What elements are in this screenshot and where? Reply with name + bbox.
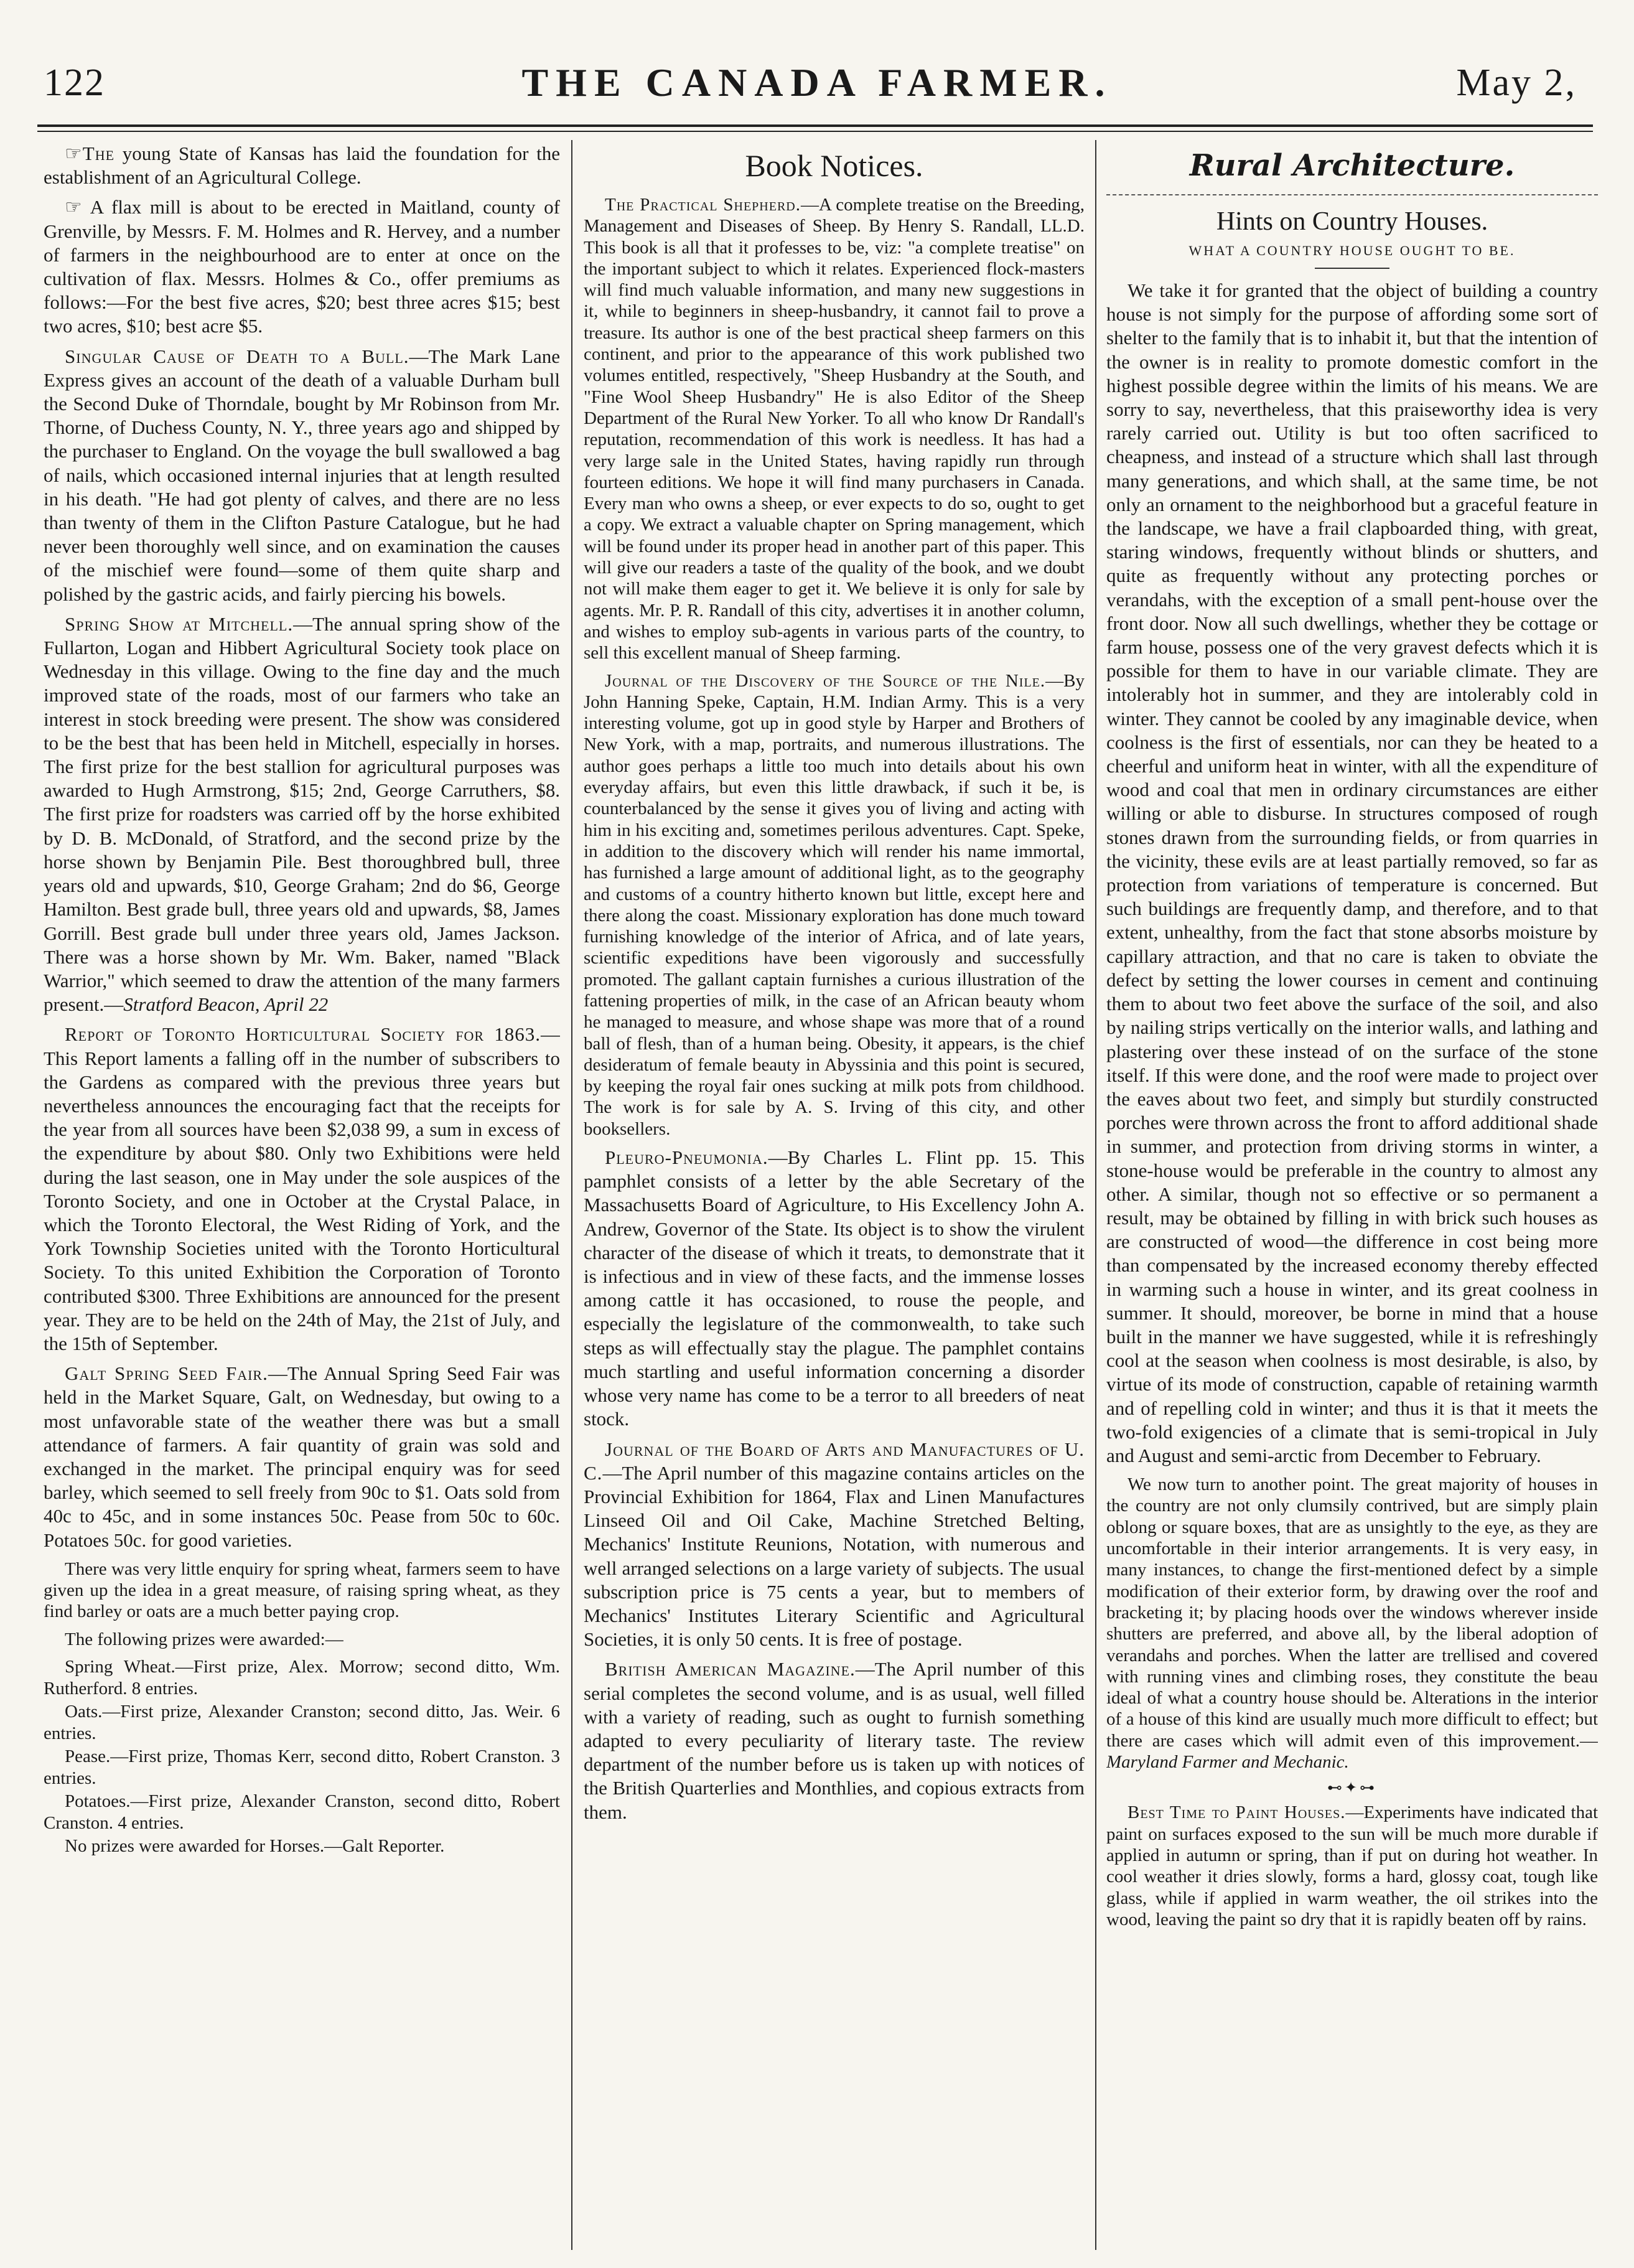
article-heading: Hints on Country Houses. bbox=[1216, 207, 1488, 236]
ornament-divider: ⊷✦⊶ bbox=[1327, 1780, 1378, 1797]
header-rule-thin bbox=[37, 131, 1593, 132]
article: Spring Show at Mitchell.—The annual spring show of the Fullarton, Logan and Hibbert Agricultural Society took place on Wednesday in this village. Owing to the fine day and the much improved state of the roads, most of our farmers who take an interest in stock breeding were present. The show was considered to be the best that has been held in Mitchell, especially in horses. The first prize for the best stallion for agricultural purposes was awarded to Hugh Armstrong, $15; 2nd, George Carruthers, $8. The first prize for roadsters was carried off by the horse exhibited by D. B. McDonald, of Stratford, and the second prize by the horse shown by Benjamin Pile. Best thoroughbred bull, three years old and upwards, $10, George Graham; 2nd do $6, George Hamilton. Best grade bull, three years old and upwards, $8, James Gorrill. Best grade bull under three years old, James Jackson. There was a horse shown by Mr. Wm. Baker, named "Black Warrior," which seemed to draw the attention of the many farmers present.—Stratford Beacon, April 22 bbox=[44, 612, 560, 1016]
divider bbox=[1106, 194, 1598, 197]
article: ☞The young State of Kansas has laid the foundation for the establishment of an Agricultural College. bbox=[44, 143, 560, 189]
masthead-title: THE CANADA FARMER. bbox=[521, 60, 1113, 105]
book-notice: Pleuro-Pneumonia.—By Charles L. Flint pp. 15. This pamphlet consists of a letter by the able Secretary of the Massachusetts Board of Agriculture, to His Excellency John A. Andrew, Governor of the State. Its object is to show the virulent character of the disease of which it treats, to demonstrate that it is infectious and in view of these facts, and the immense losses among cattle it has occasioned, to rouse the people, and especially the legislature of the commonwealth, to take such steps as will effectually stay the plague. The pamphlet contains much startling and useful information concerning a disorder whose very name has come to be a terror to all breeders of neat stock. bbox=[584, 1146, 1085, 1430]
column-left bbox=[44, 142, 560, 2246]
issue-date: May 2, bbox=[1456, 62, 1577, 104]
article: ☞ A flax mill is about to be erected in Maitland, county of Grenville, by Messrs. F. M. Holmes and R. Hervey, and a number of farmers in the neighbourhood are to enter at once on the cultivation of flax. Messrs. Holmes & Co., offer premiums as follows:—For the best five acres, $20; best three acres $15; best two acres, $10; best acre $5. bbox=[44, 196, 560, 337]
column-middle bbox=[584, 142, 1085, 2246]
article-paragraph: We take it for granted that the object of building a country house is not simply for the purpose of affording some sort of shelter to the family that is to inhabit it, but that the intention of the owner is in reality to promote domestic comfort in the highest possible degree within the limits of his means. We are sorry to say, nevertheless, that this praiseworthy idea is very rarely carried out. Utility is but too often sacrificed to cheapness, and instead of a structure which shall last through many generations, and which shall, at the same time, be not only an ornament to the neighborhood but a graceful feature in the landscape, we have a frail clapboarded thing, with great, staring windows, frequently without blinds or shutters, and quite as frequently without any protecting porches or verandahs, with the exception of a small pent-house over the front door. Now all such dwellings, whether they be cottage or farm house, possess one of the very gravest defects which it is possible for them to have in our variable climate. They are intolerably hot in summer, and they are intolerably cold in winter. They cannot be cooled by any imaginable device, when coolness is the first of essentials, nor can they be heated to a cheerful and uniform heat in winter, with all the expenditure of wood and coal that men in ordinary circumstances are either willing or able to disburse. In structures composed of rough stones drawn from the surrounding fields, or from quarries in the vicinity, these evils are at least partially removed, so far as protection from variations of temperature is concerned. But such buildings are frequently damp, and therefore, and to that extent, unhealthy, from the fact that stone absorbs moisture by capillary attraction, and that no care is taken to obviate the defect by setting the lower courses in cement and continuing them to about two feet above the surface of the soil, and also by nailing strips vertically on the interior walls, and lathing and plastering over these instead of on the surface of the stone itself. If this were done, and the roof were made to project over the eaves about two feet, and simply but sturdily constructed porches were thrown across the front to afford additional shade in summer, and protection from driving storms in winter, a stone-house would be preferable in the country to almost any other. A similar, though not so effective or so permanent a result, may be obtained by filling in with brick such houses as are constructed of wood—the difference in cost being more than compensated by the increased economy thereby effected in warming such a house in winter, and its great coolness in summer. It should, moreover, be borne in mind that a house built in the manner we have suggested, while it is refreshingly cool at the season when coolness is most desirable, is also, by virtue of its mode of construction, capable of retaining warmth and of repelling cold in winter; and thus it is that it meets the two-fold exigencies of a climate that is semi-tropical in July and August and semi-arctic from December to February. bbox=[1106, 279, 1598, 1466]
section-heading: Book Notices. bbox=[745, 148, 923, 183]
prize-list-item: No prizes were awarded for Horses.—Galt Reporter. bbox=[65, 1835, 445, 1856]
article-continuation: There was very little enquiry for spring wheat, farmers seem to have given up the idea in a great measure, of raising spring wheat, as they find barley or oats are a much better paying crop. bbox=[44, 1558, 560, 1622]
article: Singular Cause of Death to a Bull.—The Mark Lane Express gives an account of the death of a valuable Durham bull the Second Duke of Thorndale, bought by Mr Robinson from Mr. Thorne, of Duchess County, N. Y., three years ago and shipped by the purchaser to England. On the voyage the bull swallowed a bag of nails, which occasioned internal injuries that at length resulted in his death. "He had got plenty of calves, and there are no less than twenty of them in the Clifton Pasture Catalogue, but he had never been thoroughly well since, and on examination the causes of the mischief were found—some of them quite sharp and polished by the gastric acids, and fairly piercing his bowels. bbox=[44, 345, 560, 605]
prize-list-item: Potatoes.—First prize, Alexander Cranston, second ditto, Robert Cranston. 4 entries. bbox=[44, 1791, 560, 1833]
prize-list-item: Spring Wheat.—First prize, Alex. Morrow; second ditto, Wm. Rutherford. 8 entries. bbox=[44, 1656, 560, 1699]
column-divider bbox=[1095, 140, 1096, 2250]
section-heading: Rural Architecture. bbox=[1189, 148, 1515, 183]
book-notice: Journal of the Board of Arts and Manufactures of U. C.—The April number of this magazine contains articles on the Provincial Exhibition for 1864, Flax and Linen Manufactures Linseed Oil and Oil Cake, Machine Stretched Belting, Mechanics' Institute Reunions, Notation, with numerous and well arranged selections on a large variety of subjects. The usual subscription price is 75 cents a year, but to members of Mechanics' Institutes Literary Scientific and Agricultural Societies, it is only 50 cents. It is free of postage. bbox=[584, 1438, 1085, 1651]
article: Galt Spring Seed Fair.—The Annual Spring Seed Fair was held in the Market Square, Galt, on Wednesday, but owing to a most unfavorable state of the weather there was but a small attendance of farmers. A fair quantity of grain was sold and exchanged in the market. The principal enquiry was for seed barley, which seemed to sell freely from 90c to $1. Oats sold from 40c to 45c, and in some instances 50c. Pease from 50c to 60c. Potatoes 50c. for good varieties. bbox=[44, 1362, 560, 1551]
article: Best Time to Paint Houses.—Experiments have indicated that paint on surfaces exposed to the sun will be much more durable if applied in autumn or spring, than if put on during hot weather. In cool weather it dries slowly, forms a hard, glossy coat, tough like glass, while if applied in warm weather, the oil strikes into the wood, leaving the paint so dry that it is rapidly beaten off by rains. bbox=[1106, 1802, 1598, 1929]
header-rule-thick bbox=[37, 124, 1593, 127]
column-right bbox=[1106, 142, 1598, 2246]
prize-list-item: Oats.—First prize, Alexander Cranston; second ditto, Jas. Weir. 6 entries. bbox=[44, 1701, 560, 1743]
book-notice: British American Magazine.—The April number of this serial completes the second volume, and is as usual, well filled with a variety of reading, such as ought to furnish something adapted to every peculiarity of literary taste. The review department of the number before us is taken up with notices of the British Quarterlies and Monthlies, and copious extracts from them. bbox=[584, 1658, 1085, 1823]
page-number: 122 bbox=[44, 62, 105, 104]
divider bbox=[1315, 268, 1389, 269]
article-continuation: The following prizes were awarded:— bbox=[65, 1629, 343, 1649]
article-paragraph: We now turn to another point. The great majority of houses in the country are not only clumsily contrived, but are simply plain oblong or square boxes, that are as unsightly to the eye, as they are uncomfortable in their interior arrangements. It is very easy, in many instances, to change the first-mentioned defect by a simple modification of their exterior form, by drawing over the roof and bracketing it; by placing hoods over the windows wherever inside shutters are preferred, and above all, by the liberal adoption of verandahs and porches. When the latter are trellised and covered with running vines and climbing roses, they constitute the beau ideal of what a country house should be. Alterations in the interior of a house of this kind are usually much more difficult to effect; but there are cases which will admit even of this improvement.—Maryland Farmer and Mechanic. bbox=[1106, 1474, 1598, 1773]
book-notice: The Practical Shepherd.—A complete treatise on the Breeding, Management and Diseases of Sheep. By Henry S. Randall, LL.D. This book is all that it professes to be, viz: "a complete treatise" on the important subject to which it relates. Experienced flock-masters will find much valuable information, and many new suggestions in it, while to beginners in sheep-husbandry, it cannot fail to prove a treasure. Its author is one of the best practical sheep farmers on this continent, and prior to the appearance of this work published two volumes entitled, respectively, "Sheep Husbandry at the South, and "Fine Wool Sheep Husbandry" He is also Editor of the Sheep Department of the Rural New Yorker. To all who know Dr Randall's reputation, recommendation of this work is needless. It has had a very large sale in the United States, having rapidly run through fourteen editions. We hope it will find many purchasers in Canada. Every man who owns a sheep, or ever expects to do so, ought to get a copy. We extract a valuable chapter on Spring management, which will be found under its proper head in another part of this paper. This will give our readers a taste of the quality of the book, and we doubt not will make them eager to get it. We believe it is only for sale by agents. Mr. P. R. Randall of this city, advertises it in another column, and wishes to employ sub-agents in various parts of the country, to sell this excellent manual of Sheep farming. bbox=[584, 195, 1085, 663]
article-deck: WHAT A COUNTRY HOUSE OUGHT TO BE. bbox=[1188, 243, 1516, 258]
article: Report of Toronto Horticultural Society for 1863.—This Report laments a falling off in the number of subscribers to the Gardens as compared with the previous three years but nevertheless announces the encouraging fact that the receipts for the year from all sources have been $2,038 99, a sum in excess of the expenditure by about $80. Only two Exhibitions were held during the last season, one in May under the sole auspices of the Toronto Society, and one in October at the Crystal Palace, in which the Toronto Electoral, the West Riding of York, and the York Township Societies united with the Toronto Horticultural Society. To this united Exhibition the Corporation of Toronto contributed $300. Three Exhibitions are announced for the present year. They are to be held on the 24th of May, the 21st of July, and the 15th of September. bbox=[44, 1023, 560, 1354]
book-notice: Journal of the Discovery of the Source of the Nile.—By John Hanning Speke, Captain, H.M. Indian Army. This is a very interesting volume, got up in good style by Harper and Brothers of New York, with a map, portraits, and numerous illustrations. The author goes perhaps a little too much into details about his own everyday affairs, but even this little drawback, if such it be, is counterbalanced by the sense it gives you of living and acting with him in his exciting and, sometimes perilous adventures. Capt. Speke, in addition to the discovery which will render his name immortal, has furnished a large amount of additional light, as to the geography and customs of a country hitherto known but little, except here and there along the coast. Missionary exploration has done much toward furnishing knowledge of the interior of Africa, and of late years, scientific expeditions have been vigorously and successfully promoted. The gallant captain furnishes a curious illustration of the fattening properties of milk, in the case of an African beauty whom he managed to measure, and whose shape was more that of a round ball of flesh, than of a human being. Obesity, it appears, is the chief desideratum of female beauty in Abyssinia and this point is secured, by keeping the royal fair ones sucking at milk pots from childhood. The work is for sale by A. S. Irving of this city, and other booksellers. bbox=[584, 670, 1085, 1139]
prize-list-item: Pease.—First prize, Thomas Kerr, second ditto, Robert Cranston. 3 entries. bbox=[44, 1746, 560, 1788]
column-divider bbox=[571, 140, 572, 2250]
